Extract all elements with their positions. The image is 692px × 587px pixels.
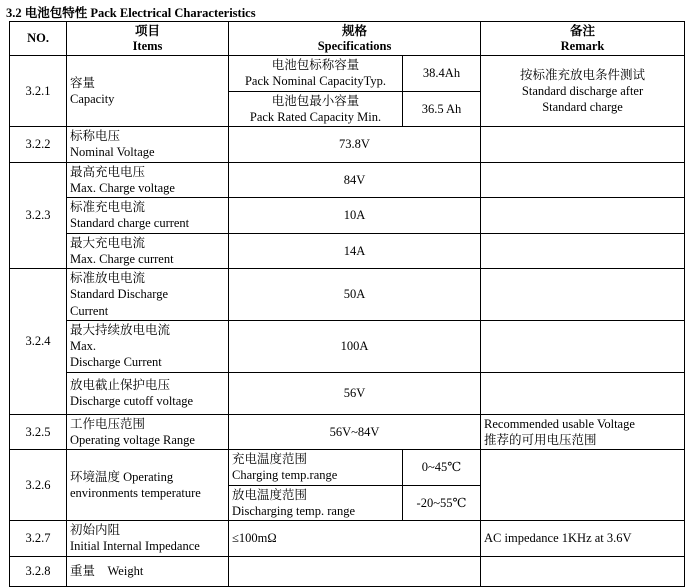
remark-cell xyxy=(481,198,685,234)
item-label-en: Operating voltage Range xyxy=(70,432,195,447)
remark-cell xyxy=(481,233,685,269)
row-number: 3.2.4 xyxy=(10,269,67,415)
item-label-cn: 工作电压范围 xyxy=(70,416,146,431)
item-label-cn: 初始内阻 xyxy=(70,523,121,537)
value-cell: -20~55℃ xyxy=(403,485,481,521)
header-remark xyxy=(481,22,685,56)
row-number: 3.2.2 xyxy=(10,127,67,163)
remark-cell xyxy=(481,414,685,450)
value-cell: 100A xyxy=(229,320,481,372)
remark-line: 按标准充放电条件测试 xyxy=(520,67,646,82)
item-cell xyxy=(67,269,229,321)
item-label-en: Discharge Current xyxy=(70,355,162,370)
value-cell: 10A xyxy=(229,198,481,234)
item-label-cn: 标准放电电流 xyxy=(70,271,146,285)
sub-item-en: Pack Rated Capacity Min. xyxy=(249,109,382,124)
remark-cell xyxy=(481,450,685,521)
header-items-en: Items xyxy=(132,38,163,53)
value-cell: 84V xyxy=(229,162,481,198)
header-remark-cn: 备注 xyxy=(570,23,596,38)
table-row xyxy=(10,320,685,372)
remark-line: Standard discharge after xyxy=(521,83,644,98)
header-no: NO. xyxy=(10,22,67,56)
remark-cell xyxy=(481,372,685,414)
item-label-cn: 放电截止保护电压 xyxy=(70,377,171,392)
item-label-cn: 容量 xyxy=(70,75,96,90)
remark-line: Standard charge xyxy=(542,100,623,115)
remark-line: 推荐的可用电压范围 xyxy=(484,432,597,447)
section-title: 3.2 电池包特性 Pack Electrical Characteristics xyxy=(6,6,256,20)
item-label-cn: 最高充电电压 xyxy=(70,164,146,179)
remark-cell xyxy=(481,162,685,198)
item-label-en: Standard Discharge xyxy=(70,287,169,302)
header-specifications xyxy=(229,22,481,56)
remark-cell xyxy=(481,556,685,586)
remark-cell xyxy=(481,56,685,127)
table-header-row xyxy=(10,22,685,56)
sub-item-en: Pack Nominal CapacityTyp. xyxy=(244,74,387,89)
sub-item-cell xyxy=(229,56,403,92)
table-row xyxy=(10,556,685,586)
item-cell xyxy=(67,198,229,234)
sub-item-en: Discharging temp. range xyxy=(232,503,355,518)
table-row xyxy=(10,198,685,234)
row-number: 3.2.3 xyxy=(10,162,67,269)
remark-cell xyxy=(481,127,685,163)
item-label-en: Max. Charge current xyxy=(70,251,174,266)
value-cell: 36.5 Ah xyxy=(403,91,481,127)
row-number: 3.2.7 xyxy=(10,521,67,557)
table-row xyxy=(10,269,685,321)
value-cell: ≤100mΩ xyxy=(229,521,481,557)
value-cell: 73.8V xyxy=(229,127,481,163)
item-label-cn: 标准充电电流 xyxy=(70,200,146,214)
sub-item-cell xyxy=(229,450,403,486)
value-cell: 38.4Ah xyxy=(403,56,481,92)
header-spec-cn: 规格 xyxy=(342,23,368,38)
value-cell: 56V xyxy=(229,372,481,414)
item-cell xyxy=(67,320,229,372)
sub-item-cell xyxy=(229,485,403,521)
item-label-en: Nominal Voltage xyxy=(70,145,155,160)
item-cell xyxy=(67,127,229,163)
remark-cell: AC impedance 1KHz at 3.6V xyxy=(481,521,685,557)
item-label-cn: 标称电压 xyxy=(70,129,121,143)
row-number: 3.2.5 xyxy=(10,414,67,450)
sub-item-cn: 电池包标称容量 xyxy=(271,58,360,72)
item-cell xyxy=(67,372,229,414)
sub-item-cn: 充电温度范围 xyxy=(232,452,308,466)
value-cell: 14A xyxy=(229,233,481,269)
remark-cell xyxy=(481,320,685,372)
table-row xyxy=(10,56,685,92)
header-remark-en: Remark xyxy=(560,38,605,53)
value-cell: 0~45℃ xyxy=(403,450,481,486)
row-number: 3.2.6 xyxy=(10,450,67,521)
item-cell xyxy=(67,162,229,198)
item-cell xyxy=(67,56,229,127)
item-label-en: Current xyxy=(70,303,109,318)
header-items-cn: 项目 xyxy=(134,23,160,38)
item-cell xyxy=(67,414,229,450)
item-label-en: Capacity xyxy=(70,92,115,106)
value-cell xyxy=(229,556,481,586)
header-items xyxy=(67,22,229,56)
item-cell xyxy=(67,521,229,557)
item-label-en: Discharge cutoff voltage xyxy=(70,394,194,408)
table-row xyxy=(10,414,685,450)
table-row xyxy=(10,233,685,269)
item-label-en: Initial Internal Impedance xyxy=(70,539,200,554)
row-number: 3.2.1 xyxy=(10,56,67,127)
table-row xyxy=(10,372,685,414)
remark-cell xyxy=(481,269,685,321)
item-cell xyxy=(67,450,229,521)
item-label-line: environments temperature xyxy=(70,486,201,500)
table-row xyxy=(10,450,685,486)
item-label-en: Standard charge current xyxy=(70,216,190,231)
sub-item-en: Charging temp.range xyxy=(232,468,338,483)
sub-item-cell xyxy=(229,91,403,127)
header-spec-en: Specifications xyxy=(317,38,392,53)
item-label-line: 环境温度 Operating xyxy=(70,469,174,484)
item-label-cn: 最大持续放电电流 xyxy=(70,322,171,337)
table-row xyxy=(10,521,685,557)
item-label-en: Max. xyxy=(70,339,97,353)
row-number: 3.2.8 xyxy=(10,556,67,586)
item-cell xyxy=(67,233,229,269)
table-row xyxy=(10,162,685,198)
sub-item-cn: 放电温度范围 xyxy=(232,487,308,502)
table-row xyxy=(10,127,685,163)
characteristics-table xyxy=(9,21,685,587)
item-label-cn: 最大充电电流 xyxy=(70,235,146,250)
remark-line: Recommended usable Voltage xyxy=(484,416,635,431)
sub-item-cn: 电池包最小容量 xyxy=(271,93,360,108)
value-cell: 50A xyxy=(229,269,481,321)
item-label-en: Max. Charge voltage xyxy=(70,180,175,195)
value-cell: 56V~84V xyxy=(229,414,481,450)
item-cell: 重量 Weight xyxy=(67,556,229,586)
